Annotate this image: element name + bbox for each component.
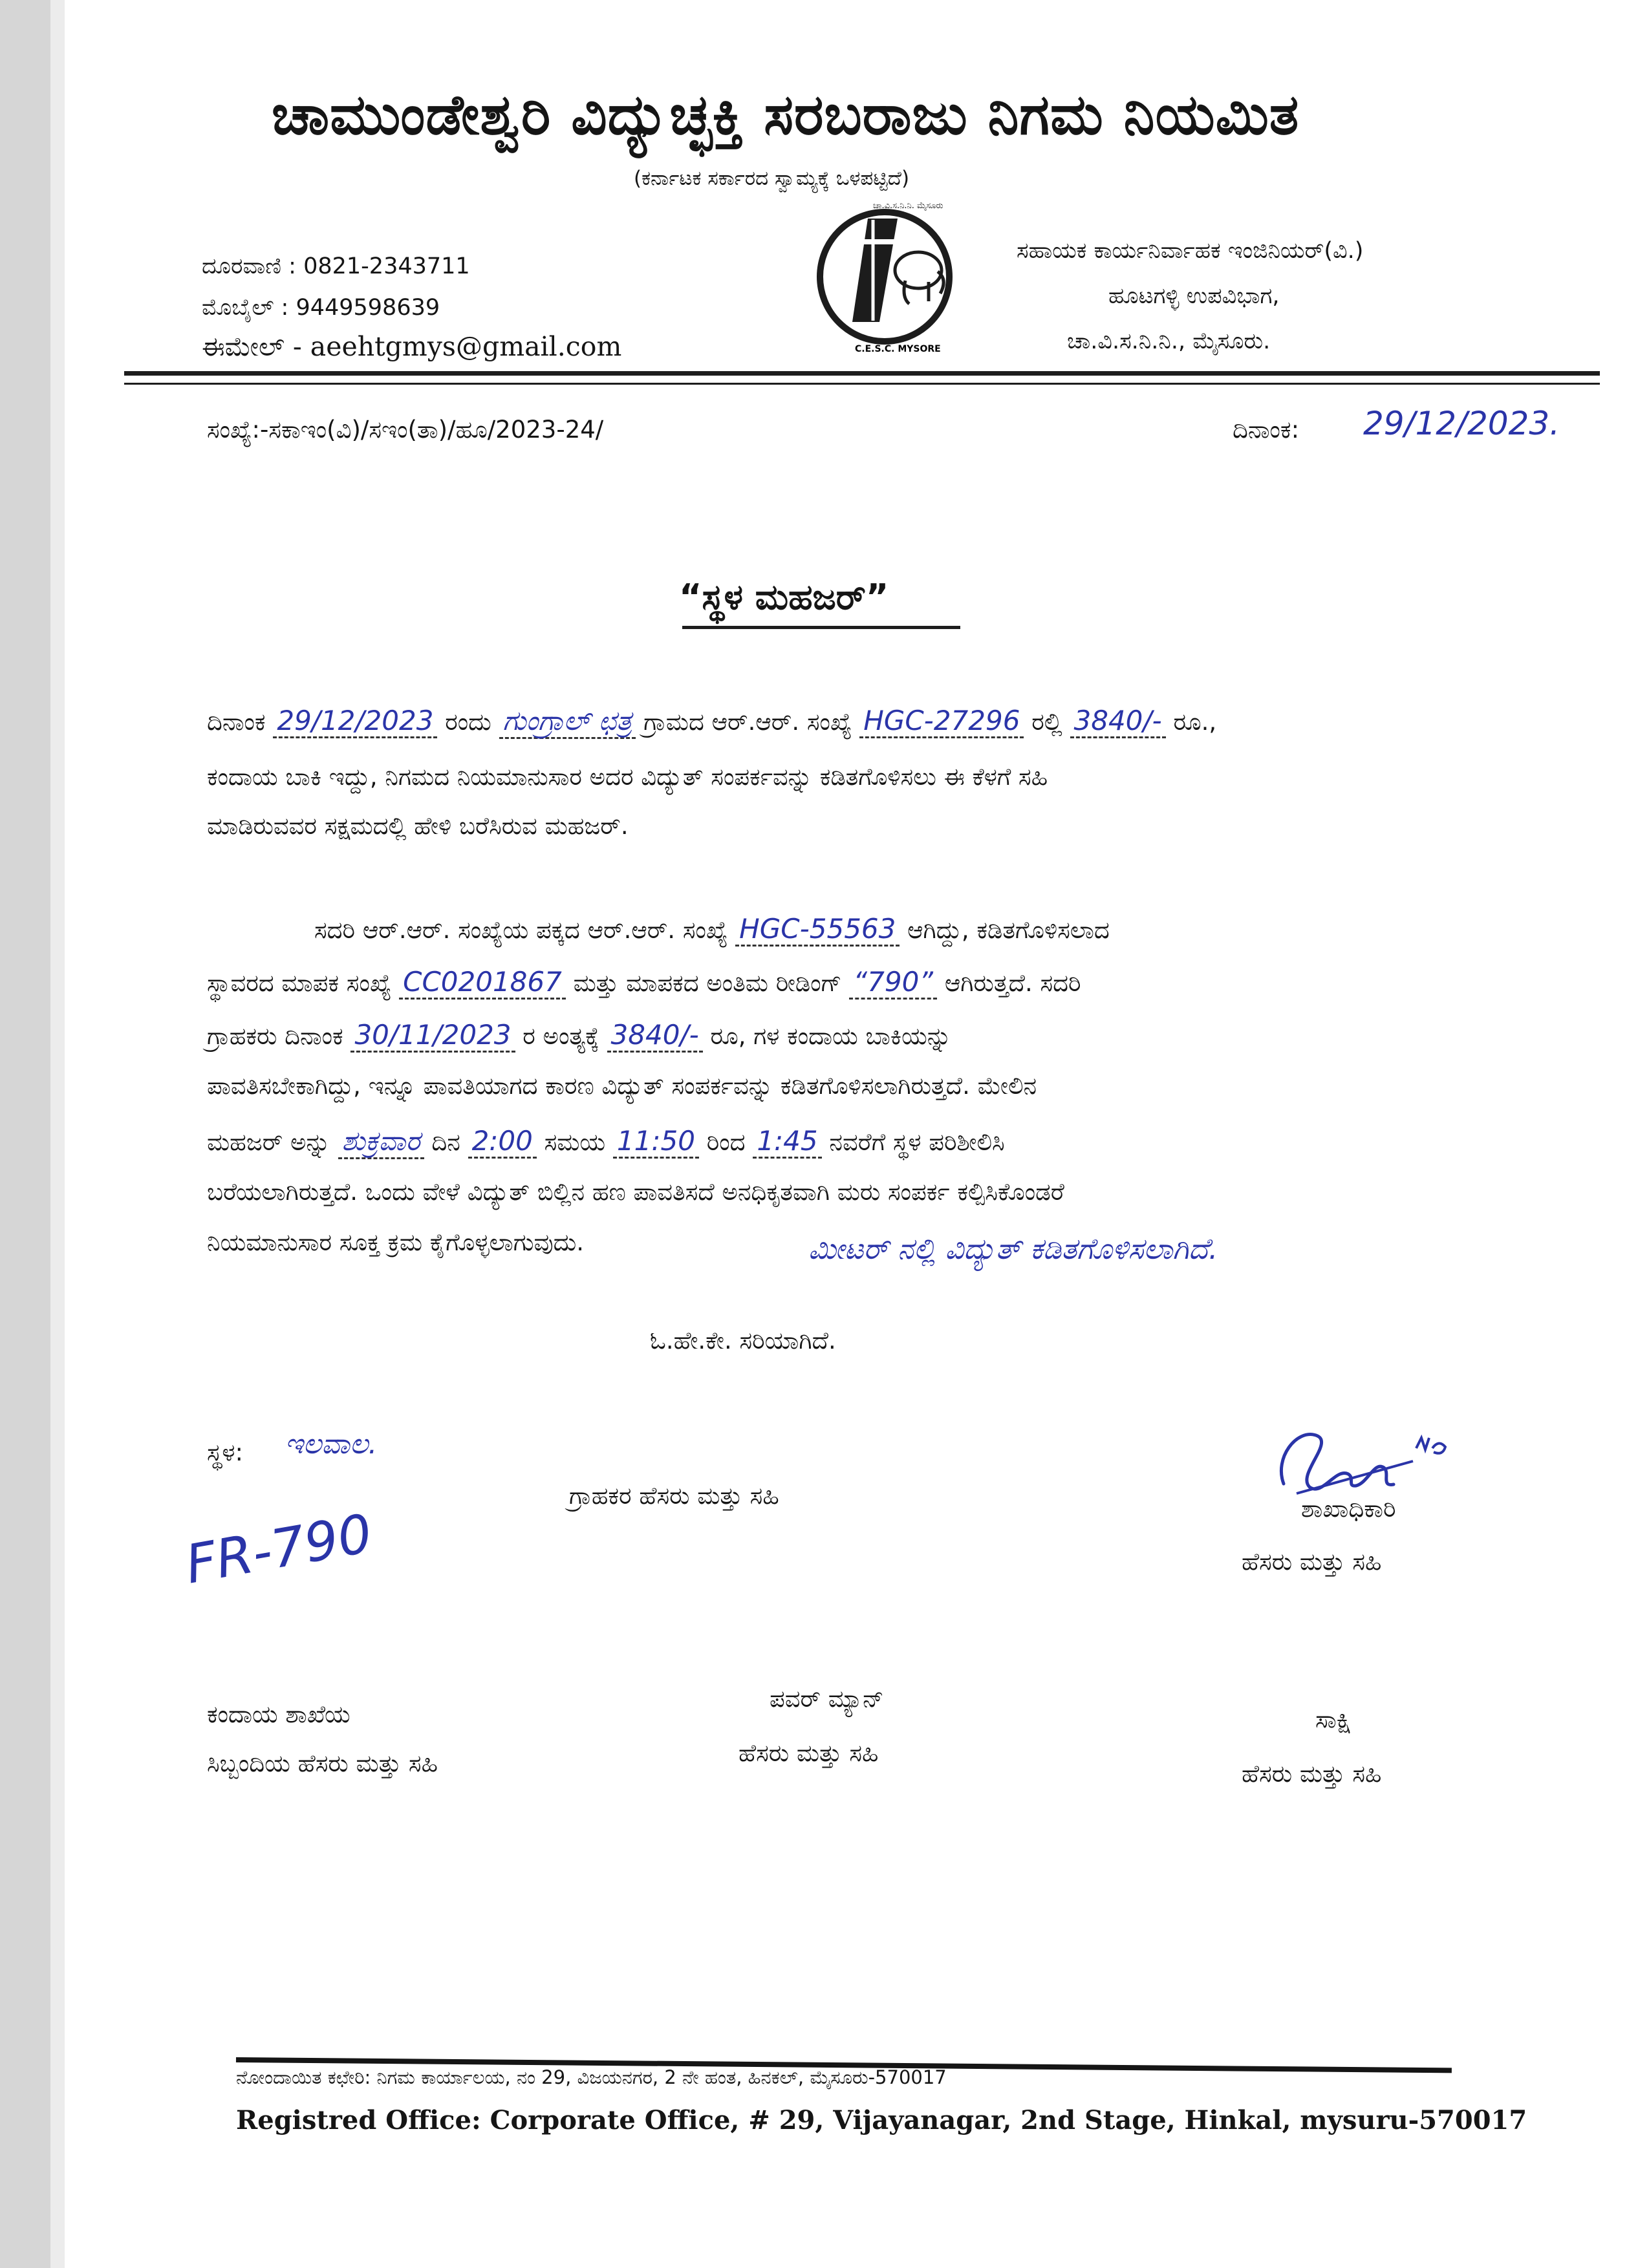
text-disconnected: ಆಗಿದ್ದು, ಕಡಿತಗೊಳಿಸಲಾದ [907,916,1110,944]
header-rule-thin [124,383,1600,385]
scan-edge [0,0,50,2268]
place-label: ಸ್ಥಳ: [207,1439,243,1466]
office-company: ಚಾ.ವಿ.ಸ.ನಿ.ನಿ., ಮೈಸೂರು. [1067,328,1271,354]
paragraph2-line1 [314,913,1110,947]
filled-from-time: 11:50 [613,1125,699,1159]
powerman-label: ಪವರ್ ಮ್ಯಾನ್ [770,1685,884,1713]
label-date: ದಿನಾಂಕ [207,708,266,736]
text-from: ರಿಂದ [706,1128,746,1156]
witness-label: ಸಾಕ್ಷಿ [1315,1706,1352,1733]
title-underline [682,626,960,629]
paragraph2-line3 [207,1019,951,1053]
place-value: ಇಲವಾಲ. [285,1428,378,1460]
footer-office-english: Registred Office: Corporate Office, # 29, Vijayanagar, 2nd Stage, Hinkal, mysuru-570017 [236,2105,1527,2135]
phone-number: ದೂರವಾಣಿ : 0821-2343711 [202,253,470,279]
text-adjacent-rr: ಸದರಿ ಆರ್.ಆರ್. ಸಂಖ್ಯೆಯ ಪಕ್ಕದ ಆರ್.ಆರ್. ಸಂಖ್ಯೆ [314,916,728,944]
customer-signature-label: ಗ್ರಾಹಕರ ಹೆಸರು ಮತ್ತು ಸಹಿ [569,1482,779,1510]
filled-arrears-date: 30/11/2023 [350,1019,515,1053]
text-meter-number: ಸ್ಥಾವರದ ಮಾಪಕ ಸಂಖ್ಯೆ [207,969,392,997]
paragraph2-line6: ಬರೆಯಲಾಗಿರುತ್ತದೆ. ಒಂದು ವೇಳೆ ವಿದ್ಯುತ್ ಬಿಲ್ಲಿನ ಹಣ ಪಾವತಿಸದೆ ಅನಧಿಕೃತವಾಗಿ ಮರು ಸಂಪರ್ಕ ಕಲ್ಪಿಸಿಕೊಂಡರೆ [207,1178,1064,1206]
mobile-number: ಮೊಬೈಲ್ : 9449598639 [202,295,440,321]
logo-text-top: ಚಾ.ವಿ.ಸ.ನಿ.ನಿ. ಮೈಸೂರು [873,201,943,211]
filled-amount: 3840/- [1070,705,1166,738]
officer-title: ಶಾಖಾಧಿಕಾರಿ [1301,1495,1396,1523]
cesc-logo [808,194,970,356]
paragraph1-line1 [207,705,1216,739]
label-in: ರಲ್ಲಿ [1031,708,1062,736]
text-time: ಸಮಯ [544,1128,606,1156]
label-rupees: ರೂ., [1173,708,1217,736]
text-revenue-balance: ರೂ, ಗಳ ಕಂದಾಯ ಬಾಕಿಯನ್ನು [710,1022,952,1050]
handwritten-note: ಮೀಟರ್ ನಲ್ಲಿ ವಿದ್ಯುತ್ ಕಡಿತಗೊಳಿಸಲಾಗಿದೆ. [808,1232,1218,1266]
date-label: ದಿನಾಂಕ: [1233,416,1300,444]
filled-day: ಶುಕ್ರವಾರ [338,1125,424,1159]
label-on: ರಂದು [445,708,491,736]
filled-rr-number: HGC-27296 [859,705,1024,738]
text-final-reading: ಮತ್ತು ಮಾಪಕದ ಅಂತಿಮ ರೀಡಿಂಗ್ [573,969,842,997]
date-value: 29/12/2023. [1363,405,1560,442]
text-customer-date: ಗ್ರಾಹಕರು ದಿನಾಂಕ [207,1022,343,1050]
office-subdivision: ಹೂಟಗಳ್ಳಿ ಉಪವಿಭಾಗ, [1108,283,1280,309]
organization-subtitle: (ಕರ್ನಾಟಕ ಸರ್ಕಾರದ ಸ್ವಾಮ್ಯಕ್ಕೆ ಒಳಪಟ್ಟಿದೆ) [634,167,910,190]
paragraph1-line3: ಮಾಡಿರುವವರ ಸಕ್ಷಮದಲ್ಲಿ ಹೇಳಿ ಬರೆಸಿರುವ ಮಹಜರ್. [207,812,629,840]
text-inspected: ನವರೆಗೆ ಸ್ಥಳ ಪರಿಶೀಲಿಸಿ [829,1128,1005,1156]
text-mahazar: ಮಹಜರ್ ಅನ್ನು [207,1128,330,1156]
text-end-of: ರ ಅಂತ್ಯಕ್ಕೆ [523,1022,599,1050]
revenue-section-label: ಕಂದಾಯ ಶಾಖೆಯ [207,1700,350,1728]
officer-signature-label: ಹೆಸರು ಮತ್ತು ಸಹಿ [1242,1548,1382,1576]
paragraph2-line4: ಪಾವತಿಸಬೇಕಾಗಿದ್ದು, ಇನ್ನೂ ಪಾವತಿಯಾಗದ ಕಾರಣ ವಿದ್ಯುತ್ ಸಂಪರ್ಕವನ್ನು ಕಡಿತಗೊಳಿಸಲಾಗಿರುತ್ತದೆ. ಮೇಲಿನ [207,1072,1037,1100]
paragraph2-line2 [207,966,1081,1000]
organization-name: ಚಾಮುಂಡೇಶ್ವರಿ ವಿದ್ಯುಚ್ಛಕ್ತಿ ಸರಬರಾಜು ನಿಗಮ ನಿಯಮಿತ [272,83,1300,147]
text-is: ಆಗಿರುತ್ತದೆ. ಸದರಿ [944,969,1081,997]
reference-number: ಸಂಖ್ಯೆ:-ಸಕಾಇಂ(ವಿ)/ಸಇಂ(ತಾ)/ಹೂ/2023-24/ [207,416,604,444]
filled-date: 29/12/2023 [273,705,437,738]
filled-meter-number: CC0201867 [399,966,566,1000]
filled-to-time: 1:45 [753,1125,821,1159]
document-title: “ಸ್ಥಳ ಮಹಜರ್” [679,577,889,617]
ohk-status: ಓ.ಹೇ.ಕೇ. ಸರಿಯಾಗಿದೆ. [650,1327,836,1354]
logo-text-bottom: C.E.S.C. MYSORE [855,344,941,354]
filled-time: 2:00 [468,1125,537,1159]
paragraph2-line7: ನಿಯಮಾನುಸಾರ ಸೂಕ್ತ ಕ್ರಮ ಕೈಗೊಳ್ಳಲಾಗುವುದು. [207,1228,585,1256]
email-address: ಈಮೇಲ್ - aeehtgmys@gmail.com [202,331,622,362]
header-rule-thick [124,371,1600,376]
filled-adjacent-rr: HGC-55563 [735,913,900,947]
handwritten-fr-note: FR-790 [181,1503,377,1596]
revenue-staff-signature-label: ಸಿಬ್ಬಂದಿಯ ಹೆಸರು ಮತ್ತು ಸಹಿ [207,1749,438,1777]
office-designation: ಸಹಾಯಕ ಕಾರ್ಯನಿರ್ವಾಹಕ ಇಂಜಿನಿಯರ್(ವಿ.) [1017,238,1364,264]
witness-signature-label: ಹೆಸರು ಮತ್ತು ಸಹಿ [1242,1760,1382,1788]
filled-final-reading: “790” [849,966,937,1000]
scan-edge-inner [50,0,65,2268]
footer-office-kannada: ನೋಂದಾಯಿತ ಕಛೇರಿ: ನಿಗಮ ಕಾರ್ಯಾಲಯ, ನಂ 29, ವಿಜಯನಗರ, 2 ನೇ ಹಂತ, ಹಿನಕಲ್, ಮೈಸೂರು-570017 [236,2066,947,2088]
paragraph2-line5 [207,1125,1005,1159]
text-day: ದಿನ [431,1128,460,1156]
label-rr-number: ಗ್ರಾಮದ ಆರ್.ಆರ್. ಸಂಖ್ಯೆ [643,708,852,736]
powerman-signature-label: ಹೆಸರು ಮತ್ತು ಸಹಿ [738,1739,879,1767]
filled-arrears-amount: 3840/- [607,1019,703,1053]
filled-village: ಗುಂಗ್ರಾಲ್ ಛತ್ರ [499,705,636,739]
paragraph1-line2: ಕಂದಾಯ ಬಾಕಿ ಇದ್ದು, ನಿಗಮದ ನಿಯಮಾನುಸಾರ ಅದರ ವಿದ್ಯುತ್ ಸಂಪರ್ಕವನ್ನು ಕಡಿತಗೊಳಿಸಲು ಈ ಕೆಳಗೆ ಸಹಿ [207,763,1048,791]
